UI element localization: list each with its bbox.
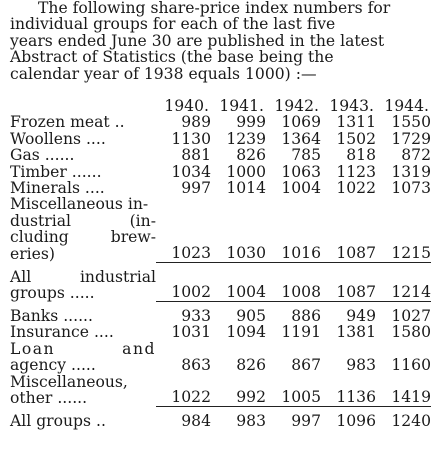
row-label-line: Loan and: [10, 339, 156, 358]
row-label: All groups ..: [10, 411, 106, 430]
table-row: [10, 131, 431, 147]
cell-value: 1005: [281, 388, 321, 407]
intro-line: years ended June 30 are published in the latest: [10, 31, 385, 50]
cell-value: 989: [181, 113, 211, 132]
cell-value: 1215: [391, 244, 431, 263]
cell-value: 1214: [391, 283, 431, 302]
cell-value: 1094: [226, 323, 266, 342]
cell-value: 1069: [281, 113, 321, 132]
label-header: [10, 98, 156, 114]
cell-value: 997: [291, 411, 321, 430]
table-row: [10, 147, 431, 163]
cell-value: 1016: [281, 244, 321, 263]
row-label: Banks ......: [10, 306, 93, 325]
cell-value: 863: [181, 356, 211, 375]
cell-value: 1022: [336, 179, 376, 198]
table-row: [10, 374, 431, 407]
year-header: 1941.: [219, 97, 264, 115]
row-label: Gas ......: [10, 146, 75, 165]
year-header: 1942.: [274, 97, 319, 115]
cell-value: 1030: [226, 244, 266, 263]
cell-value: 826: [236, 146, 266, 165]
table-row: [10, 180, 431, 196]
cell-value: 1087: [336, 283, 376, 302]
cell-value: 1160: [391, 356, 431, 375]
total-row: [10, 413, 431, 429]
row-label: Insurance ....: [10, 323, 114, 342]
cell-value: 1063: [281, 162, 321, 181]
row-label: [10, 269, 156, 302]
row-label-line: Miscellaneous in-: [10, 195, 149, 214]
table-row: [10, 308, 431, 324]
cell-value: 886: [291, 306, 321, 325]
cell-value: 1027: [391, 306, 431, 325]
year-header-row: [10, 98, 431, 114]
intro-paragraph: [10, 0, 430, 82]
table-row: [10, 164, 431, 180]
cell-value: 1000: [226, 162, 266, 181]
row-label: Minerals ....: [10, 179, 105, 198]
cell-value: 1364: [281, 129, 321, 148]
cell-value: 1022: [171, 388, 211, 407]
cell-value: 1008: [281, 283, 321, 302]
intro-line: calendar year of 1938 equals 1000) :—: [10, 64, 317, 83]
share-price-index-table: [10, 98, 431, 429]
cell-value: 949: [346, 306, 376, 325]
cell-value: 1023: [171, 244, 211, 263]
cell-value: 1014: [226, 179, 266, 198]
row-label-line: groups .....: [10, 283, 95, 302]
cell-value: 1311: [336, 113, 376, 132]
cell-value: 1002: [171, 283, 211, 302]
cell-value: 1319: [391, 162, 431, 181]
cell-value: 1004: [281, 179, 321, 198]
row-label-line: eries): [10, 244, 55, 263]
row-label: Timber ......: [10, 162, 102, 181]
cell-value: 984: [181, 411, 211, 430]
cell-value: 1240: [391, 411, 431, 430]
cell-value: 1031: [171, 323, 211, 342]
cell-value: 997: [181, 179, 211, 198]
cell-value: 999: [236, 113, 266, 132]
cell-value: 872: [401, 146, 431, 165]
table-row: [10, 324, 431, 340]
row-label-line: agency .....: [10, 356, 96, 375]
cell-value: 867: [291, 356, 321, 375]
year-header: 1943.: [329, 97, 374, 115]
cell-value: 1419: [391, 388, 431, 407]
row-label-line: other ......: [10, 388, 88, 407]
cell-value: 983: [236, 411, 266, 430]
cell-value: 1130: [171, 129, 211, 148]
cell-value: 1123: [336, 162, 376, 181]
cell-value: 881: [181, 146, 211, 165]
cell-value: 1239: [226, 129, 266, 148]
year-header: 1944.: [384, 97, 429, 115]
subtotal-row: [10, 269, 431, 302]
year-header: 1940.: [164, 97, 209, 115]
cell-value: 1729: [391, 129, 431, 148]
cell-value: 983: [346, 356, 376, 375]
cell-value: 1580: [391, 323, 431, 342]
row-label: [10, 374, 156, 407]
cell-value: 1191: [281, 323, 321, 342]
cell-value: 826: [236, 356, 266, 375]
intro-line: The following share-price index numbers for: [38, 0, 391, 17]
cell-value: 1502: [336, 129, 376, 148]
row-label: Frozen meat ..: [10, 113, 125, 132]
table-row: [10, 114, 431, 130]
row-label: [10, 341, 156, 374]
cell-value: 818: [346, 146, 376, 165]
intro-line: Abstract of Statistics (the base being the: [10, 48, 334, 67]
cell-value: 1381: [336, 323, 376, 342]
table-row: [10, 196, 431, 262]
row-label-line: cluding brew-: [10, 228, 156, 247]
row-label-line: dustrial (in-: [10, 211, 156, 230]
cell-value: 933: [181, 306, 211, 325]
row-label: [10, 196, 156, 262]
cell-value: 1136: [336, 388, 376, 407]
cell-value: 1550: [391, 113, 431, 132]
row-label-line: All industrial: [10, 267, 156, 286]
cell-value: 1034: [171, 162, 211, 181]
cell-value: 905: [236, 306, 266, 325]
cell-value: 1096: [336, 411, 376, 430]
cell-value: 1004: [226, 283, 266, 302]
table-row: [10, 341, 431, 374]
cell-value: 785: [291, 146, 321, 165]
cell-value: 1087: [336, 244, 376, 263]
cell-value: 992: [236, 388, 266, 407]
cell-value: 1073: [391, 179, 431, 198]
row-label-line: Miscellaneous,: [10, 372, 128, 391]
row-label: Woollens ....: [10, 129, 106, 148]
intro-line: individual groups for each of the last five: [10, 15, 336, 34]
